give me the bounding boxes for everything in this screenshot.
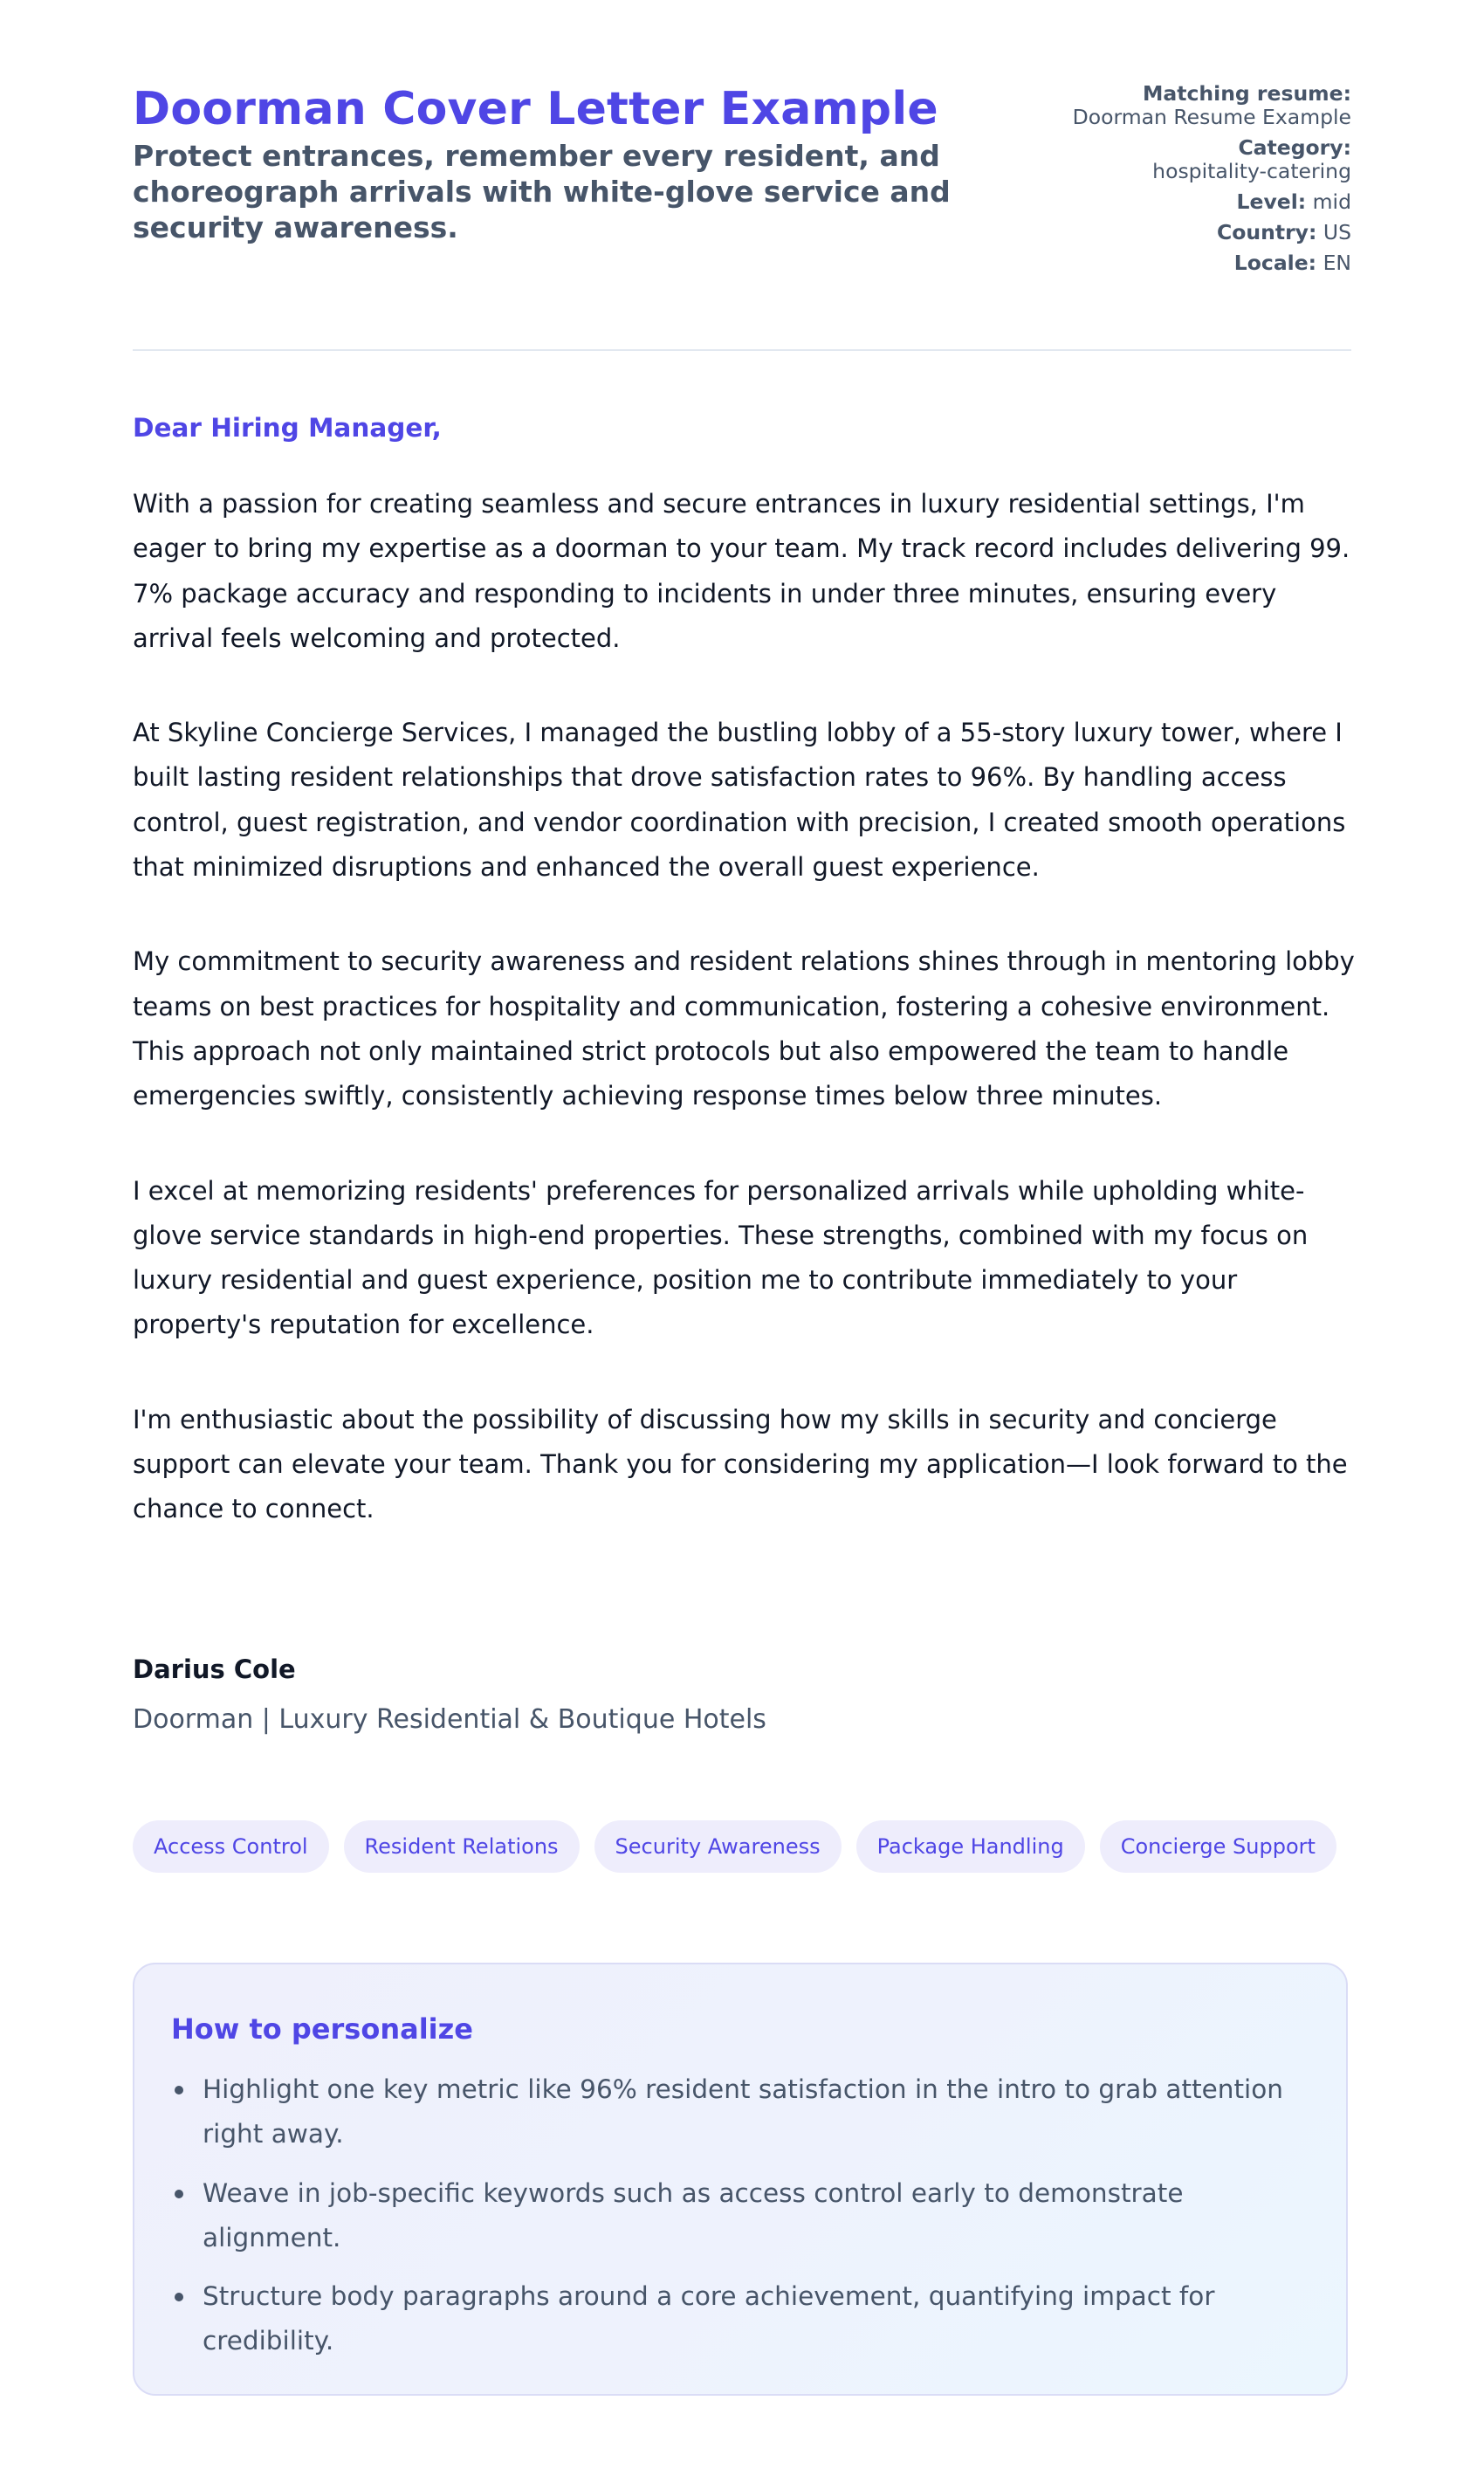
tip-item [203,2274,1315,2364]
page-header [133,0,1351,350]
skill-tags [133,1820,1336,1873]
title-block [133,80,1058,245]
page-title: Doorman Cover Letter Example [133,83,938,135]
meta-label: Category: [1238,135,1351,160]
letter-paragraph: I excel at memorizing residents' preferences for personalized arrivals while upholding white-glove service standards in high-end properties. These strengths, combined with my focus on luxury residential and guest experience, position me to contribute immediately to your property's reputation for excellence. [133,1175,1309,1340]
tip-text: Highlight one key metric like 96% resident satisfaction in the intro to grab attention right away. [203,2074,1283,2149]
signature [133,1650,766,1739]
bullet-icon [175,2190,183,2198]
meta-matching-resume [1072,82,1351,129]
page-subtitle: Protect entrances, remember every resident, and choreograph arrivals with white-glove service and security awareness. [133,139,951,244]
meta-locale [1072,251,1351,275]
salutation: Dear Hiring Manager, [133,413,442,443]
cover-letter-page [133,0,1355,2356]
skill-tag: Resident Relations [344,1820,580,1873]
tips-heading: How to personalize [171,2012,473,2046]
meta-value: US [1323,220,1351,244]
meta-value: hospitality-catering [1152,159,1351,183]
letter-body [133,482,1355,1582]
header-divider [133,349,1351,351]
skill-tag: Security Awareness [594,1820,842,1873]
meta-panel [1072,82,1351,282]
skill-tag: Concierge Support [1100,1820,1336,1873]
tips-list [134,2067,1350,2378]
letter-paragraph: My commitment to security awareness and resident relations shines through in mentoring lobby teams on best practices for hospitality and communication, fostering a cohesive environment. This approach not only maintained strict protocols but also empowered the team to handle emergencies swiftly, consistently achieving response times below three minutes. [133,946,1355,1111]
meta-label: Locale: [1233,251,1317,275]
signature-title: Doorman | Luxury Residential & Boutique Hotels [133,1704,766,1735]
letter-paragraph: With a passion for creating seamless and secure entrances in luxury residential settings, I'm eager to bring my expertise as a doorman to your team. My track record includes delivering 99. 7% package accuracy and responding to incidents in under three minutes, ensuring every arrival feels welcoming and protected. [133,489,1350,653]
tip-text: Structure body paragraphs around a core achievement, quantifying impact for credibility. [203,2281,1215,2356]
bullet-icon [175,2293,183,2301]
bullet-icon [175,2086,183,2094]
signature-name: Darius Cole [133,1654,296,1684]
matching-resume-link[interactable]: Doorman Resume Example [1072,105,1351,129]
tip-item [203,2171,1315,2261]
letter-paragraph: At Skyline Concierge Services, I managed the bustling lobby of a 55-story luxury tower, where I built lasting resident relationships that drove satisfaction rates to 96%. By handling access control, guest registration, and vendor coordination with precision, I created smooth operations that minimized disruptions and enhanced the overall guest experience. [133,718,1346,883]
meta-label: Level: [1236,189,1307,214]
personalize-tips-box [133,1963,1348,2396]
meta-label: Country: [1217,220,1317,244]
meta-value: EN [1323,251,1351,275]
meta-level [1072,190,1351,214]
meta-value: mid [1312,189,1351,214]
meta-category [1072,136,1351,183]
skill-tag: Package Handling [856,1820,1085,1873]
skill-tag: Access Control [133,1820,329,1873]
tip-item [203,2067,1315,2157]
meta-label: Matching resume: [1143,81,1351,106]
letter-paragraph: I'm enthusiastic about the possibility of discussing how my skills in security and concierge support can elevate your team. Thank you for considering my application—I look forward to the chance to connect. [133,1404,1348,1524]
meta-country [1072,221,1351,244]
tip-text: Weave in job-specific keywords such as access control early to demonstrate alignment. [203,2177,1184,2253]
